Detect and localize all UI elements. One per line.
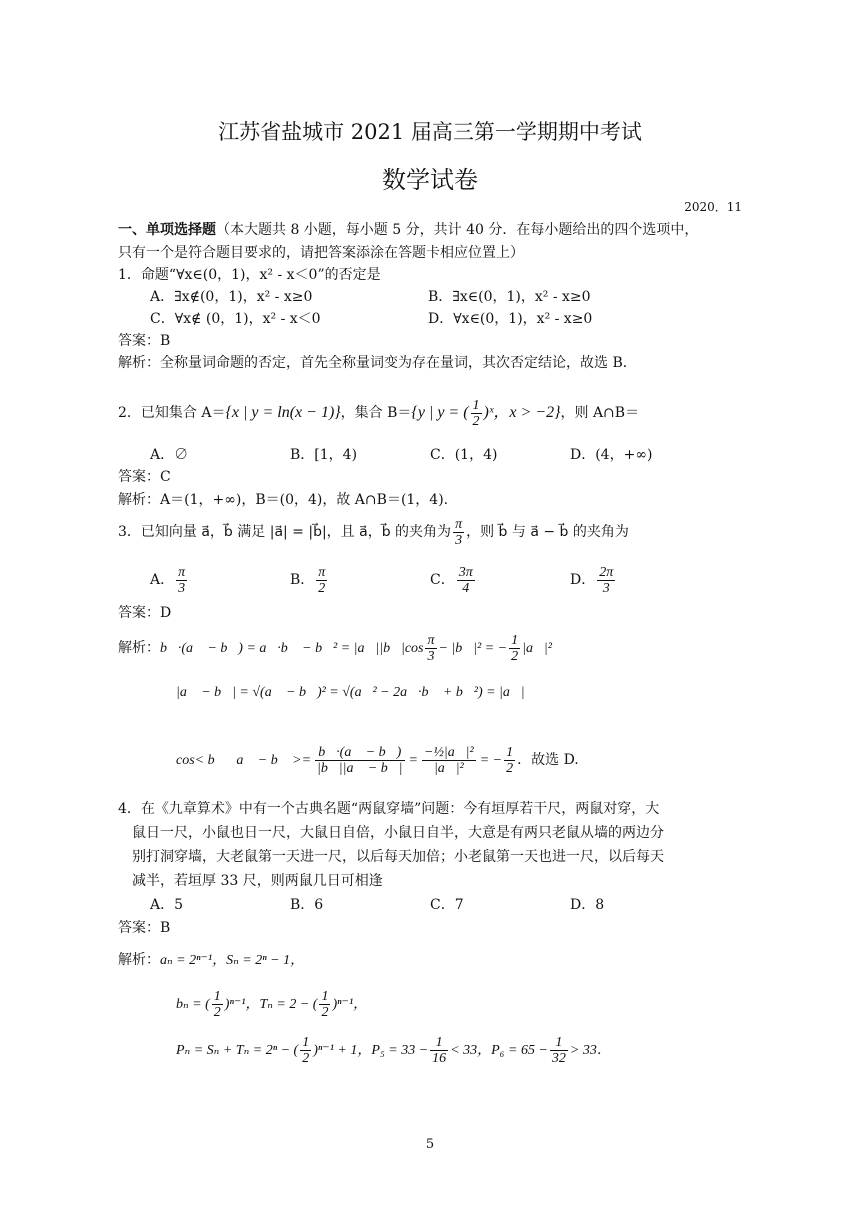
q4-option-c: C．7 [430,897,464,913]
q4-line-c4: > 33． [569,1043,611,1058]
q1-option-b: B．∃x∈(0，1)，x² - x≥0 [428,289,591,305]
q3-stem-a: 3．已知向量 a⃗，b⃗ 满足 |a⃗| = |b⃗|，且 a⃗，b⃗ 的夹角为 [118,524,452,540]
q2-set-b-post: )ˣ，x > −2} [483,404,561,421]
q3-stem-b: ，则 b⃗ 与 a⃗ − b⃗ 的夹角为 [466,524,629,540]
q1-analysis: 解析：全称量词命题的否定，首先全称量词变为存在量词，其次否定结论，故选 B． [118,355,637,371]
q3-option-b-label: B． [290,572,315,588]
q3-stem [118,514,629,550]
q3-analysis-label: 解析： [118,640,160,656]
q3-option-c-den: 4 [462,580,470,596]
q1-answer: 答案：B [118,333,171,349]
q3-option-c-label: C． [430,572,455,588]
document-title: 江苏省盐城市 2021 届高三第一学期期中考试 [218,120,642,144]
q3-line3-a: cos< b⃗，a⃗ − b⃗ >= [176,753,312,768]
q3-option-a [150,560,189,600]
q2-option-d: D．(4，+∞) [570,447,653,463]
q3-option-d-num: 2π [599,564,614,580]
q3-option-c [430,560,477,600]
q3-line3-frac2-den: |a⃗|² [433,760,464,776]
q3-option-a-den: 3 [178,580,186,596]
q4-line-b1: bₙ = ( [176,997,210,1012]
exam-date: 2020．11 [684,200,742,214]
q4-option-d: D．8 [570,897,605,913]
q1-option-a: A．∃x∉(0，1)，x² - x≥0 [150,289,313,305]
q3-line1-c: |a⃗|²， [522,641,563,656]
q2-option-c: C．(1，4) [430,447,498,463]
q1-stem: 1．命题“∀x∈(0，1)，x² - x＜0”的否定是 [118,267,381,283]
q4-line-b2: )ⁿ⁻¹，Tₙ = 2 − ( [224,997,318,1012]
q2-stem-b: ，集合 B＝ [340,405,412,421]
section-intro [118,221,698,239]
q4-option-a: A．5 [150,897,184,913]
q2-option-b: B．[1，4) [290,447,358,463]
q4-answer: 答案：B [118,920,171,936]
q3-line3-frac2-num: −½|a⃗|² [423,744,474,760]
q4-line-a: aₙ = 2ⁿ⁻¹，Sₙ = 2ⁿ − 1， [160,953,305,968]
q3-line3-eq: = [408,753,418,768]
q3-option-b [290,560,329,600]
q4-analysis-label: 解析： [118,952,160,968]
q4-line2: 鼠日一尺，小鼠也日一尺，大鼠日自倍，小鼠日自半，大意是有两只老鼠从墙的两边分 [132,825,664,841]
q4-line3: 别打洞穿墙，大老鼠第一天进一尺，以后每天加倍；小老鼠第一天也进一尺，以后每天 [132,849,664,865]
q4-option-b: B．6 [290,897,324,913]
q3-analysis-line1: 解析：b⃗·(a⃗ − b⃗) = a⃗·b⃗ − b⃗² = |a⃗||b⃗|cos $\frac{\pi}{3}$ − |b⃗|² = − $\frac{1}{2}$ |a⃗|²， [118,632,563,664]
q3-analysis-line3: cos< b⃗，a⃗ − b⃗ >= $\frac{b⃗\cdot(a⃗ - b⃗)}{|b⃗||a⃗ - b⃗|}$ = $\frac{\text{−½|a⃗|²}}{\text{|a⃗|²}}$ = − $\frac{1}{2}$ ．故选 D. [176,744,579,776]
q2-set-a: {x | y = ln(x − 1)} [225,404,341,421]
q1-option-c: C．∀x∉ (0，1)，x² - x＜0 [150,311,321,327]
q3-angle-fraction: $\frac{\pi}{3}$ [455,516,463,548]
q2-stem-c: ，则 A∩B＝ [560,405,640,421]
q3-line3-frac1-den: |b⃗||a⃗ − b⃗| [317,760,403,776]
q3-line3-c: ．故选 D. [517,752,579,768]
q3-option-a-label: A． [150,572,175,588]
q4-analysis-line-b: bₙ = ( $\frac{1}{2}$ )ⁿ⁻¹，Tₙ = 2 − ( $\frac{1}{2}$ )ⁿ⁻¹， [176,988,368,1020]
q4-analysis-line-a [118,951,304,970]
page-number: 5 [425,1137,435,1152]
q4-line4: 减半，若垣厚 33 尺，则两鼠几日可相逢 [132,873,383,889]
q4-line-c1: Pₙ = Sₙ + Tₙ = 2ⁿ − ( [176,1043,299,1058]
q2-answer: 答案：C [118,469,171,485]
q2-stem [118,395,639,431]
q3-option-a-num: π [178,564,186,580]
q3-option-d-den: 3 [602,580,610,596]
document-subtitle: 数学试卷 [382,166,478,194]
q1-option-d: D．∀x∈(0，1)，x² - x≥0 [428,311,593,327]
q3-line1-a: b⃗·(a⃗ − b⃗) = a⃗·b⃗ − b⃗² = |a⃗||b⃗|cos [160,641,424,656]
q2-set-b-pre: {y | y = ( [411,404,469,421]
q4-line1: 4．在《九章算术》中有一个古典名题“两鼠穿墙”问题：今有垣厚若干尺，两鼠对穿，大 [118,801,660,817]
section-intro-line2: 只有一个是符合题目要求的，请把答案添涂在答题卡相应位置上） [118,245,524,261]
q3-line3-frac1-num: b⃗·(a⃗ − b⃗) [315,745,405,761]
q4-line-c2: )ⁿ⁻¹ + 1，P₅ = 33 − [313,1043,429,1058]
q3-analysis-line2: |a⃗ − b⃗| = √(a⃗ − b⃗)² = √(a⃗² − 2a⃗·b⃗ + b⃗²) = |a⃗|， [176,685,536,700]
q3-option-b-num: π [318,564,326,580]
q2-option-a: A．∅ [150,447,189,463]
q2-stem-a: 2．已知集合 A＝ [118,405,226,421]
q4-line-b3: )ⁿ⁻¹， [332,997,368,1012]
q3-line1-b: − |b⃗|² = − [438,641,508,656]
q3-option-d [570,560,617,600]
q3-option-b-den: 2 [318,580,326,596]
q3-answer: 答案：D [118,605,172,621]
q2-half-fraction: $\frac{1}{2}$ [472,397,480,429]
q3-option-c-num: 3π [458,564,473,580]
q4-analysis-line-c: Pₙ = Sₙ + Tₙ = 2ⁿ − ( $\frac{1}{2}$ )ⁿ⁻¹ + 1，P₅ = 33 − $\frac{1}{16}$ < 33，P₆ = 65 − $\frac{1}{32}$ > 33． [176,1034,611,1066]
q2-analysis: 解析：A＝(1，+∞)，B＝(0，4)，故 A∩B＝(1，4). [118,492,449,508]
section-intro-line1: （本大题共 8 小题，每小题 5 分，共计 40 分．在每小题给出的四个选项中， [216,222,699,238]
q4-line-c3: < 33，P₆ = 65 − [450,1043,548,1058]
q3-option-d-label: D． [570,572,596,588]
section-heading: 一、单项选择题 [118,222,216,238]
q3-line3-b: = − [479,753,503,768]
